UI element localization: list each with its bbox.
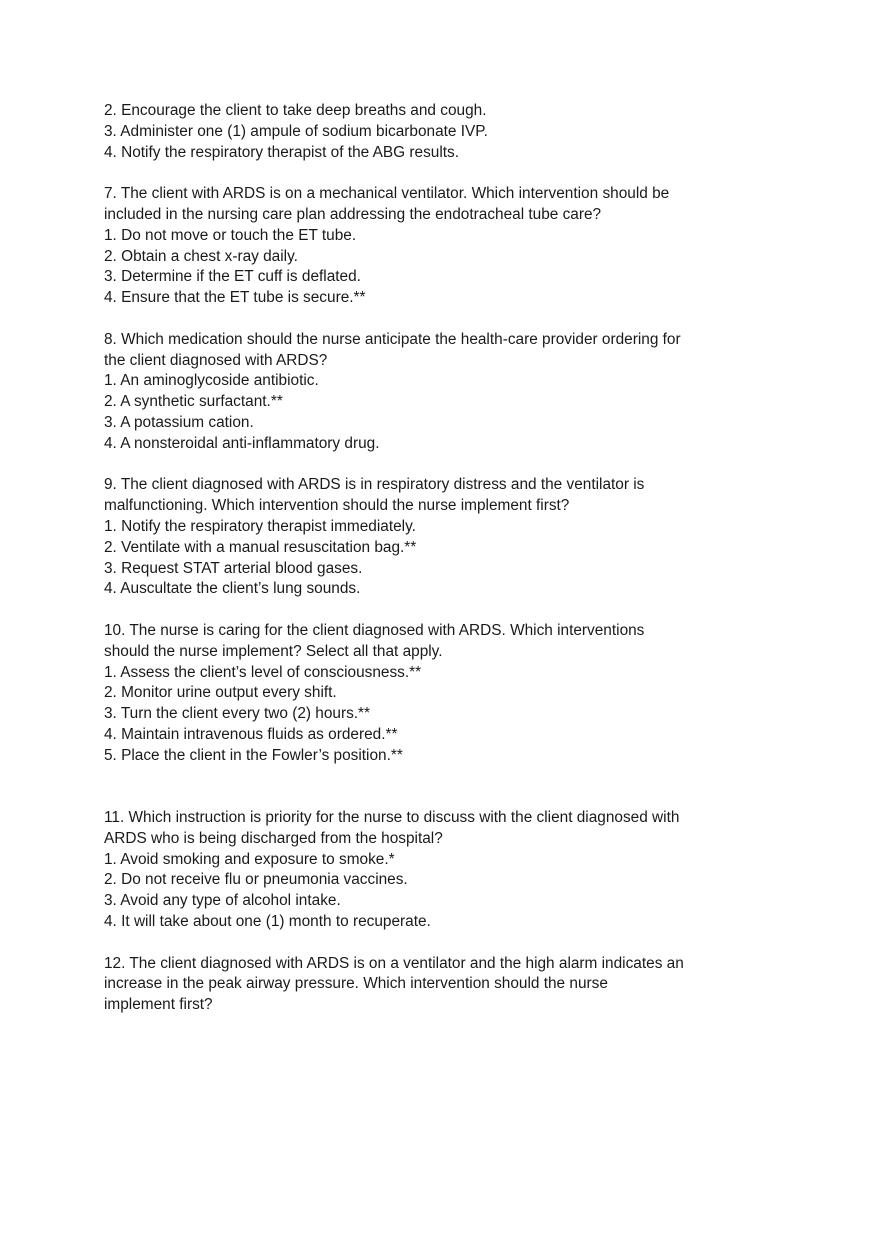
option-line: 4. Ensure that the ET tube is secure.** [104,289,366,307]
question-8 [104,330,724,455]
question-text: 7. The client with ARDS is on a mechanical ventilator. Which intervention should be [104,185,670,203]
option-line: 2. Obtain a chest x-ray daily. [104,247,298,265]
intro-options [104,101,724,163]
option-line: 1. An aminoglycoside antibiotic. [104,372,319,390]
question-7 [104,184,724,309]
document-page [104,101,724,1016]
question-text: included in the nursing care plan addressing the endotracheal tube care? [104,205,602,223]
question-text: 9. The client diagnosed with ARDS is in respiratory distress and the ventilator is [104,476,645,494]
question-text: ARDS who is being discharged from the hospital? [104,829,443,847]
option-line: 1. Notify the respiratory therapist immediately. [104,517,416,535]
option-line: 1. Do not move or touch the ET tube. [104,226,357,244]
option-line: 4. It will take about one (1) month to recuperate. [104,913,431,931]
option-line: 1. Avoid smoking and exposure to smoke.* [104,850,395,868]
option-line: 2. Do not receive flu or pneumonia vaccines. [104,871,408,889]
question-text: the client diagnosed with ARDS? [104,351,328,369]
option-line: 3. Administer one (1) ampule of sodium bicarbonate IVP. [104,122,488,140]
option-line: 3. Determine if the ET cuff is deflated. [104,268,361,286]
option-line: 4. Maintain intravenous fluids as ordered.** [104,725,398,743]
question-10 [104,621,724,767]
question-12 [104,954,724,1016]
option-line: 3. Avoid any type of alcohol intake. [104,892,341,910]
question-text: 10. The nurse is caring for the client diagnosed with ARDS. Which interventions [104,621,645,639]
option-line: 1. Assess the client’s level of consciousness.** [104,663,422,681]
question-9 [104,475,724,600]
option-line: 2. Encourage the client to take deep breaths and cough. [104,102,487,119]
option-line: 5. Place the client in the Fowler’s position.** [104,746,403,764]
question-text: malfunctioning. Which intervention should the nurse implement first? [104,497,570,515]
question-text: 11. Which instruction is priority for the nurse to discuss with the client diagnosed with [104,809,680,827]
question-text: should the nurse implement? Select all that apply. [104,642,443,660]
option-line: 3. Turn the client every two (2) hours.** [104,705,371,723]
option-line: 3. Request STAT arterial blood gases. [104,559,363,577]
option-line: 2. A synthetic surfactant.** [104,393,283,411]
option-line: 2. Monitor urine output every shift. [104,684,337,702]
question-text: 8. Which medication should the nurse anticipate the health-care provider ordering for [104,330,681,348]
option-line: 2. Ventilate with a manual resuscitation bag.** [104,538,417,556]
option-line: 3. A potassium cation. [104,413,254,431]
option-line: 4. Notify the respiratory therapist of the ABG results. [104,143,459,161]
option-line: 4. A nonsteroidal anti-inflammatory drug. [104,434,380,452]
question-text: implement first? [104,996,213,1014]
question-text: increase in the peak airway pressure. Which intervention should the nurse [104,975,608,993]
question-text: 12. The client diagnosed with ARDS is on a ventilator and the high alarm indicates an [104,954,684,972]
question-11 [104,808,724,933]
option-line: 4. Auscultate the client’s lung sounds. [104,580,361,598]
